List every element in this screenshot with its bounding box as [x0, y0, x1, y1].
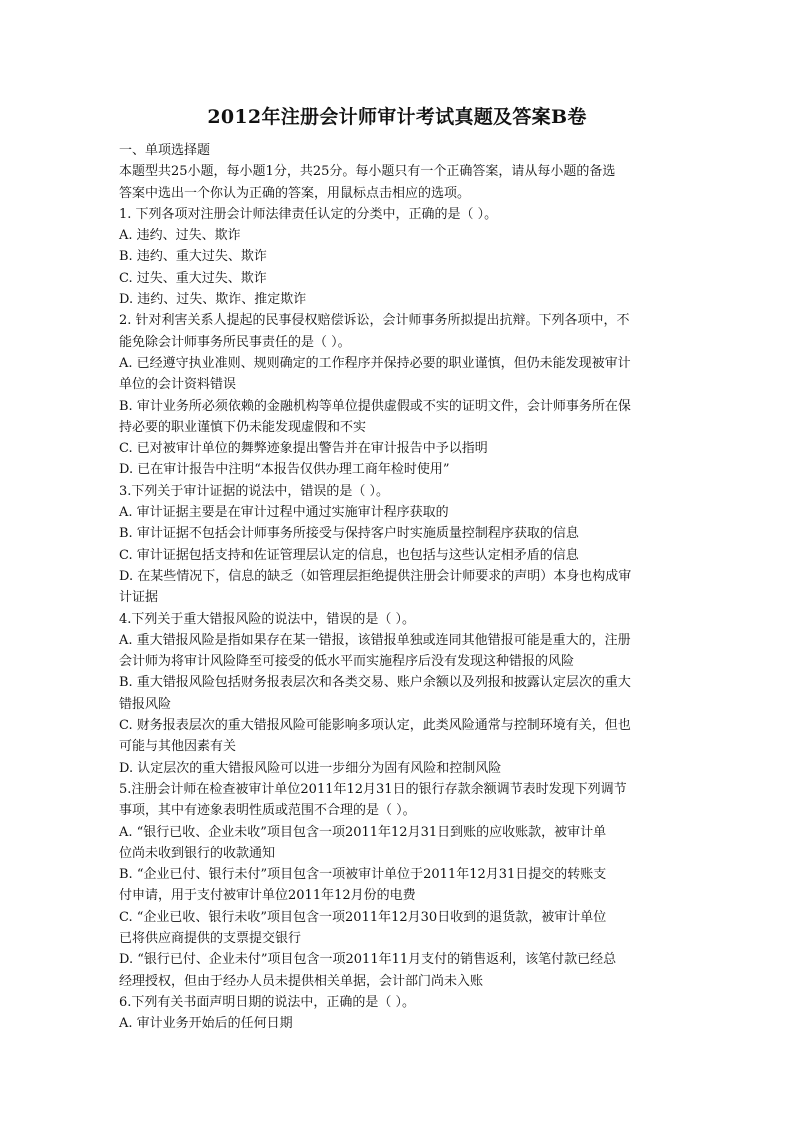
answer-option: B. 审计业务所必须依赖的金融机构等单位提供虚假或不实的证明文件，会计师事务所在保	[119, 398, 631, 414]
answer-option: A. “银行已收、企业未收”项目包含一项2011年12月31日到账的应收账款，被审计单	[119, 824, 607, 840]
answer-option: A. 审计业务开始后的任何日期	[119, 1016, 293, 1032]
question-stem: 4.下列关于重大错报风险的说法中，错误的是（ ）。	[119, 611, 416, 627]
question	[119, 204, 679, 310]
answer-option: A. 违约、过失、欺诈	[119, 228, 241, 244]
answer-option: B. “企业已付、银行未付”项目包含一项被审计单位于2011年12月31日提交的转账支	[119, 867, 607, 883]
answer-option: 计证据	[119, 590, 159, 606]
question-stem: 6.下列有关书面声明日期的说法中，正确的是（ ）。	[119, 994, 416, 1010]
question	[119, 779, 679, 992]
answer-option: 经理授权，但由于经办人员未提供相关单据，会计部门尚未入账	[119, 973, 484, 989]
answer-option: C. 审计证据包括支持和佐证管理层认定的信息，也包括与这些认定相矛盾的信息	[119, 547, 579, 563]
answer-option: 会计师为将审计风险降至可接受的低水平而实施程序后没有发现这种错报的风险	[119, 654, 575, 670]
answer-option: C. 财务报表层次的重大错报风险可能影响多项认定，此类风险通常与控制环境有关，但也	[119, 718, 631, 734]
answer-option: C. 过失、重大过失、欺诈	[119, 270, 267, 286]
answer-option: 单位的会计资料错误	[119, 377, 237, 393]
answer-option: 可能与其他因素有关	[119, 739, 237, 755]
question-stem: 事项，其中有迹象表明性质或范围不合理的是（ ）。	[119, 803, 416, 819]
answer-option: 持必要的职业谨慎下仍未能发现虚假和不实	[119, 419, 367, 435]
document-title: 2012年注册会计师审计考试真题及答案B卷	[207, 106, 587, 128]
answer-option: 位尚未收到银行的收款通知	[119, 845, 276, 861]
answer-option: D. 已在审计报告中注明“本报告仅供办理工商年检时使用”	[119, 462, 450, 478]
question	[119, 310, 679, 480]
answer-option: A. 已经遵守执业准则、规则确定的工作程序并保持必要的职业谨慎，但仍未能发现被审计	[119, 355, 631, 371]
answer-option: 付申请，用于支付被审计单位2011年12月份的电费	[119, 888, 416, 904]
question-stem: 1. 下列各项对注册会计师法律责任认定的分类中，正确的是（ ）。	[119, 206, 498, 222]
question-stem: 5.注册会计师在检查被审计单位2011年12月31日的银行存款余额调节表时发现下列调节	[119, 781, 627, 797]
answer-option: A. 重大错报风险是指如果存在某一错报，该错报单独或连同其他错报可能是重大的，注册	[119, 632, 631, 648]
answer-option: B. 重大错报风险包括财务报表层次和各类交易、账户余额以及列报和披露认定层次的重大	[119, 675, 631, 691]
question	[119, 609, 679, 779]
section-heading: 一、单项选择题	[119, 143, 211, 158]
answer-option: B. 审计证据不包括会计师事务所接受与保持客户时实施质量控制程序获取的信息	[119, 526, 579, 542]
answer-option: 错报风险	[119, 696, 172, 712]
question-stem: 3.下列关于审计证据的说法中，错误的是（ ）。	[119, 483, 390, 499]
answer-option: D. 在某些情况下，信息的缺乏（如管理层拒绝提供注册会计师要求的声明）本身也构成审	[119, 568, 632, 584]
question-stem: 能免除会计师事务所民事责任的是（ ）。	[119, 334, 351, 350]
answer-option: C. 已对被审计单位的舞弊迹象提出警告并在审计报告中予以指明	[119, 441, 488, 457]
instructions-line: 答案中选出一个你认为正确的答案，用鼠标点击相应的选项。	[119, 185, 471, 201]
question-stem: 2. 针对利害关系人提起的民事侵权赔偿诉讼，会计师事务所拟提出抗辩。下列各项中，不	[119, 313, 630, 329]
question	[119, 992, 679, 1035]
answer-option: C. “企业已收、银行未收”项目包含一项2011年12月30日收到的退货款，被审计单位	[119, 909, 607, 925]
answer-option: D. 认定层次的重大错报风险可以进一步细分为固有风险和控制风险	[119, 760, 502, 776]
instructions-line: 本题型共25小题，每小题1分，共25分。每小题只有一个正确答案，请从每小题的备选	[119, 164, 616, 180]
answer-option: D. 违约、过失、欺诈、推定欺诈	[119, 292, 307, 308]
answer-option: A. 审计证据主要是在审计过程中通过实施审计程序获取的	[119, 505, 449, 521]
question-list	[119, 204, 679, 1035]
answer-option: D. “银行已付、企业未付”项目包含一项2011年11月支付的销售返利，该笔付款已经总	[119, 952, 617, 968]
answer-option: B. 违约、重大过失、欺诈	[119, 249, 267, 265]
question	[119, 481, 679, 609]
answer-option: 已将供应商提供的支票提交银行	[119, 930, 302, 946]
document-body	[119, 140, 679, 1034]
